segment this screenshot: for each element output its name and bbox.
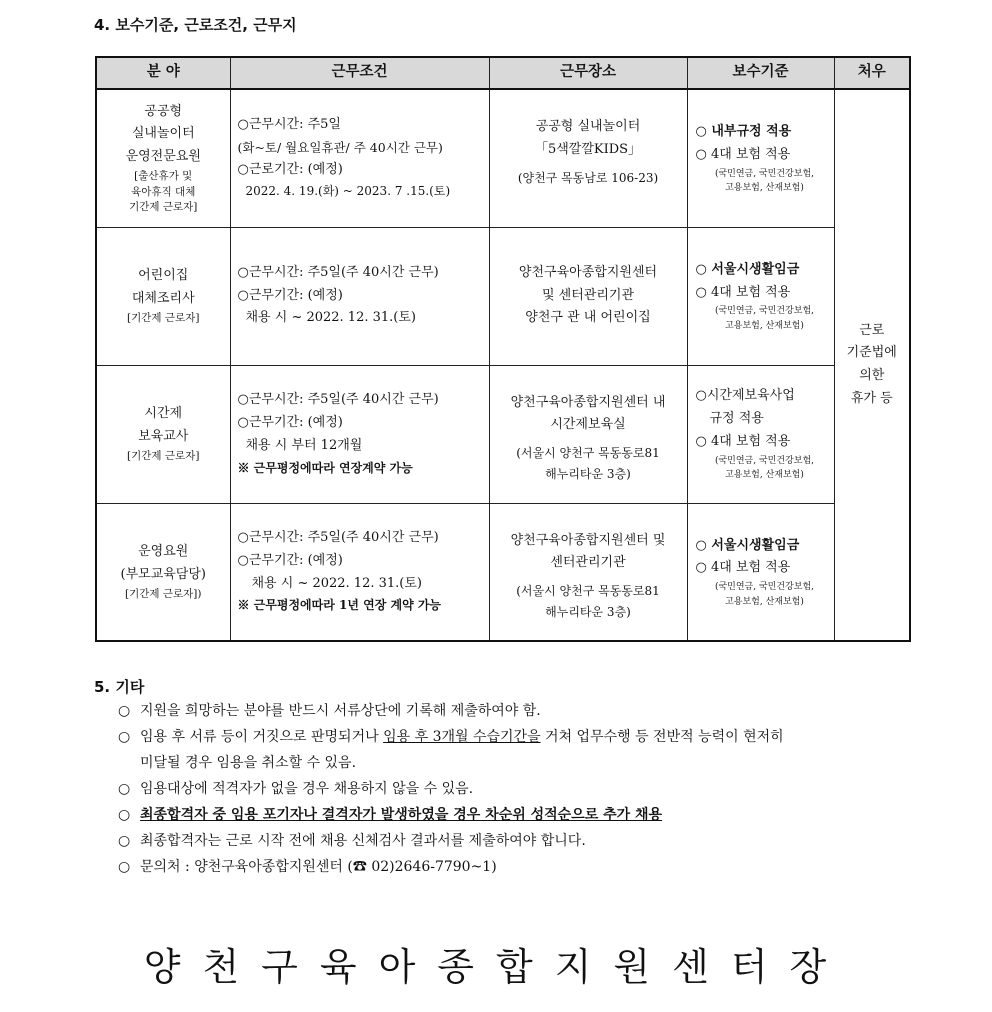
- item-text: 임용대상에 적격자가 없을 경우 채용하지 않을 수 있음.: [140, 781, 474, 797]
- condition-line: ○근무시간: 주5일(주 40시간 근무): [237, 530, 439, 546]
- pay-cell: [687, 365, 834, 503]
- pay-line: ○ 내부규정 적용: [695, 124, 792, 140]
- condition-line: ○근무기간: (예정): [237, 552, 343, 568]
- pay-line: ○ 4대 보험 적용: [695, 560, 791, 576]
- place-line: 양천구육아종합지원센터 내: [510, 394, 666, 410]
- field-line: 운영요원: [138, 544, 189, 560]
- pay-line: ○시간제보육사업: [695, 388, 795, 404]
- list-item: [118, 802, 918, 828]
- pay-note: 고용보험, 산재보험): [725, 320, 804, 331]
- item-text-continued: 미달될 경우 임용을 취소할 수 있음.: [140, 755, 357, 771]
- condition-line: ○근무기간: (예정): [237, 287, 343, 303]
- field-cell: [96, 503, 230, 641]
- list-item: [118, 828, 918, 854]
- item-text: 지원을 희망하는 분야를 반드시 서류상단에 기록해 제출하여야 함.: [140, 703, 541, 719]
- signature-title: 양천구육아종합지원센터장: [143, 945, 849, 989]
- table-row: [96, 503, 910, 641]
- pay-cell: [687, 227, 834, 365]
- pay-note: (국민연금, 국민건강보험,: [714, 582, 815, 593]
- field-line: 실내놀이터: [131, 126, 195, 142]
- pay-note: 고용보험, 산재보험): [725, 596, 804, 607]
- field-line: (부모교육담당): [120, 566, 206, 582]
- circle-bullet-icon: ○: [118, 859, 131, 875]
- place-line: 센터관리기관: [550, 555, 626, 571]
- condition-line: ○근무시간: 주5일: [237, 117, 341, 133]
- contact-text: 문의처 : 양천구육아종합지원센터 (☎ 02)2646-7790~1): [140, 859, 497, 875]
- condition-line: ○근로기간: (예정): [237, 161, 343, 177]
- condition-line: 채용 시 ~ 2022. 12. 31.(토): [251, 575, 422, 591]
- item-text-part: 임용 후 서류 등이 거짓으로 판명되거나: [140, 729, 384, 745]
- condition-line: ○근무시간: 주5일(주 40시간 근무): [237, 392, 439, 408]
- pay-note: 고용보험, 산재보험): [725, 470, 804, 481]
- circle-bullet-icon: ○: [118, 807, 131, 823]
- conditions-cell: [230, 503, 489, 641]
- conditions-cell: [230, 227, 489, 365]
- list-item: [118, 698, 918, 724]
- condition-note: ※ 근무평정에따라 연장계약 가능: [237, 460, 413, 475]
- place-cell: [489, 227, 687, 365]
- pay-line: ○ 4대 보험 적용: [695, 146, 791, 162]
- field-cell: [96, 365, 230, 503]
- pay-line: ○ 4대 보험 적용: [695, 284, 791, 300]
- place-line: 「5색깔깔KIDS」: [534, 141, 642, 157]
- circle-bullet-icon: ○: [118, 833, 131, 849]
- circle-bullet-icon: ○: [118, 781, 131, 797]
- place-line: 해누리타운 3층): [545, 605, 631, 619]
- pay-line: 규정 적용: [709, 411, 764, 427]
- field-note: [기간제 근로자]: [127, 449, 200, 462]
- etc-list: [118, 698, 918, 880]
- treatment-line: 휴가 등: [850, 390, 893, 406]
- header-field: 분 야: [96, 57, 230, 89]
- section-5-title: 5. 기타: [94, 678, 145, 696]
- item-text-part: 거쳐 업무수행 등 전반적 능력이 현저히: [540, 729, 784, 745]
- condition-line: 채용 시 ~ 2022. 12. 31.(토): [245, 310, 416, 326]
- field-line: 보육교사: [138, 429, 189, 445]
- section-4-title: 4. 보수기준, 근로조건, 근무지: [94, 16, 297, 34]
- table-row: [96, 365, 910, 503]
- place-line: (서울시 양천구 목동동로81: [516, 584, 660, 598]
- place-line: (양천구 목동남로 106-23): [517, 170, 659, 185]
- conditions-table: [95, 56, 911, 642]
- treatment-line: 의한: [859, 368, 885, 383]
- pay-line: ○ 서울시생활임금: [695, 261, 800, 277]
- pay-line: ○ 4대 보험 적용: [695, 433, 791, 449]
- field-cell: [96, 227, 230, 365]
- place-line: 양천구 관 내 어린이집: [525, 310, 651, 326]
- place-line: 양천구육아종합지원센터: [518, 264, 658, 280]
- pay-cell: [687, 89, 834, 227]
- table-row: [96, 89, 910, 227]
- condition-line: ○근무시간: 주5일(주 40시간 근무): [237, 264, 439, 280]
- circle-bullet-icon: ○: [118, 703, 131, 719]
- field-line: 공공형: [144, 103, 183, 119]
- place-line: 양천구육아종합지원센터 및: [510, 532, 666, 548]
- field-line: 어린이집: [138, 268, 189, 284]
- header-treatment: 처우: [834, 57, 910, 89]
- field-line: 대체조리사: [131, 291, 195, 307]
- field-note: [출산휴가 및: [134, 169, 193, 182]
- probation-underline-text: 임용 후 3개월 수습기간을: [383, 729, 541, 745]
- place-line: 공공형 실내놀이터: [535, 119, 641, 134]
- place-line: 및 센터관리기관: [541, 287, 635, 303]
- circle-bullet-icon: ○: [118, 729, 131, 745]
- treatment-line: 근로: [859, 322, 885, 338]
- field-line: 운영전문요원: [125, 149, 201, 164]
- pay-line: ○ 서울시생활임금: [695, 537, 800, 553]
- field-note: [기간제 근로자]: [127, 311, 200, 324]
- table-row: [96, 227, 910, 365]
- field-note: 기간제 근로자]: [129, 201, 198, 214]
- field-line: 시간제: [144, 406, 183, 422]
- condition-line: 채용 시 부터 12개월: [245, 437, 363, 453]
- pay-note: (국민연금, 국민건강보험,: [714, 455, 815, 466]
- treatment-line: 기준법에: [846, 345, 897, 361]
- conditions-cell: [230, 89, 489, 227]
- header-conditions: 근무조건: [230, 57, 489, 89]
- treatment-cell: [834, 89, 910, 641]
- condition-line: (화~토/ 월요일휴관/ 주 40시간 근무): [237, 139, 443, 155]
- place-line: 해누리타운 3층): [545, 467, 631, 481]
- pay-cell: [687, 503, 834, 641]
- condition-note: ※ 근무평정에따라 1년 연장 계약 가능: [237, 598, 442, 613]
- item-text: 최종합격자는 근로 시작 전에 채용 신체검사 결과서를 제출하여야 합니다.: [140, 833, 586, 849]
- conditions-cell: [230, 365, 489, 503]
- place-line: 시간제보육실: [550, 417, 626, 433]
- header-place: 근무장소: [489, 57, 687, 89]
- pay-note: (국민연금, 국민건강보험,: [714, 168, 815, 179]
- pay-note: (국민연금, 국민건강보험,: [714, 306, 815, 317]
- condition-line: 2022. 4. 19.(화) ~ 2023. 7 .15.(토): [245, 184, 451, 199]
- field-note: [기간제 근로자]): [125, 587, 202, 600]
- place-cell: [489, 89, 687, 227]
- place-cell: [489, 503, 687, 641]
- table-header-row: [96, 57, 910, 89]
- list-item: [118, 854, 918, 880]
- list-item: [118, 724, 918, 776]
- condition-line: ○근무기간: (예정): [237, 415, 343, 431]
- place-cell: [489, 365, 687, 503]
- field-cell: [96, 89, 230, 227]
- list-item: [118, 776, 918, 802]
- header-pay: 보수기준: [687, 57, 834, 89]
- item-text-emphasis: 최종합격자 중 임용 포기자나 결격자가 발생하였을 경우 차순위 성적순으로 추가 채용: [140, 807, 663, 823]
- item-text: [140, 724, 918, 750]
- field-note: 육아휴직 대체: [131, 185, 196, 198]
- place-line: (서울시 양천구 목동동로81: [516, 446, 660, 460]
- pay-note: 고용보험, 산재보험): [725, 183, 804, 193]
